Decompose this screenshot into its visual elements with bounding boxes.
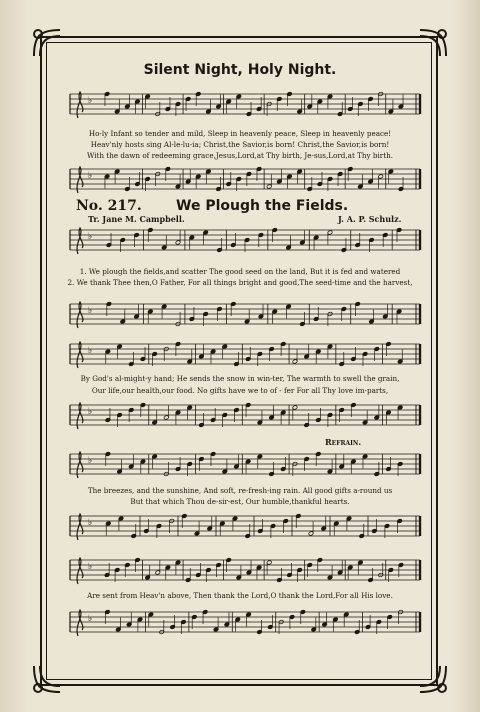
song-title: We Plough the Fields. — [176, 198, 349, 214]
svg-text:♭: ♭ — [88, 614, 93, 624]
music-staff — [70, 90, 420, 124]
music-staff — [70, 450, 420, 484]
music-staff — [70, 556, 420, 590]
composer-credit: J. A. P. Schulz. — [338, 214, 402, 224]
corner-ornament-icon — [416, 662, 450, 696]
music-staff — [70, 226, 420, 260]
music-staff — [70, 401, 420, 435]
music-staff — [70, 300, 420, 334]
lyric-line: But that which Thou de-sir-est, Our humble,thankful hearts. — [130, 497, 350, 506]
lyric-line: With the dawn of redeeming grace,Jesus,Lord,at Thy birth, Je-sus,Lord,at Thy birth. — [86, 151, 394, 160]
svg-text:♭: ♭ — [88, 518, 93, 528]
svg-text:♭: ♭ — [88, 96, 93, 106]
lyric-line: By God's al-might-y hand; He sends the snow in win-ter, The warmth to swell the grain, — [80, 374, 400, 383]
lyric-line: Are sent from Heav'n above, Then thank the Lord,O thank the Lord,For all His love. — [87, 591, 393, 600]
author-credit: Tr. Jane M. Campbell. — [88, 214, 185, 224]
corner-ornament-icon — [30, 662, 64, 696]
svg-text:♭: ♭ — [88, 306, 93, 316]
svg-text:♭: ♭ — [88, 407, 93, 417]
svg-text:♭: ♭ — [88, 171, 93, 181]
lyric-line: The breezes, and the sunshine, And soft, re-fresh-ing rain. All good gifts a-round us — [87, 486, 393, 495]
music-staff — [70, 165, 420, 199]
corner-ornament-icon — [416, 26, 450, 60]
lyric-line: 1. We plough the fields,and scatter The good seed on the land, But it is fed and watered — [79, 267, 401, 276]
hymn-number: No. 217. — [76, 198, 142, 214]
music-staff — [70, 340, 420, 374]
corner-ornament-icon — [30, 26, 64, 60]
lyric-line: Our life,our health,our food. No gifts have we to of - fer For all Thy love im-parts, — [91, 386, 389, 395]
svg-text:♭: ♭ — [88, 346, 93, 356]
lyric-line: Heav'nly hosts sing Al-le-lu-ia; Christ,the Savior,is born! Christ,the Savior,is born! — [90, 140, 390, 149]
svg-text:♭: ♭ — [88, 232, 93, 242]
music-staff — [70, 512, 420, 546]
hymn-title: Silent Night, Holy Night. — [143, 62, 337, 78]
svg-text:♭: ♭ — [88, 562, 93, 572]
music-staff — [70, 608, 420, 642]
lyric-line: 2. We thank Thee then,O Father, For all things bright and good,The seed-time and the harvest, — [67, 278, 413, 287]
refrain-label: Refrain. — [325, 437, 362, 447]
lyric-line: Ho-ly Infant so tender and mild, Sleep in heavenly peace, Sleep in heavenly peace! — [88, 129, 392, 138]
svg-text:♭: ♭ — [88, 456, 93, 466]
